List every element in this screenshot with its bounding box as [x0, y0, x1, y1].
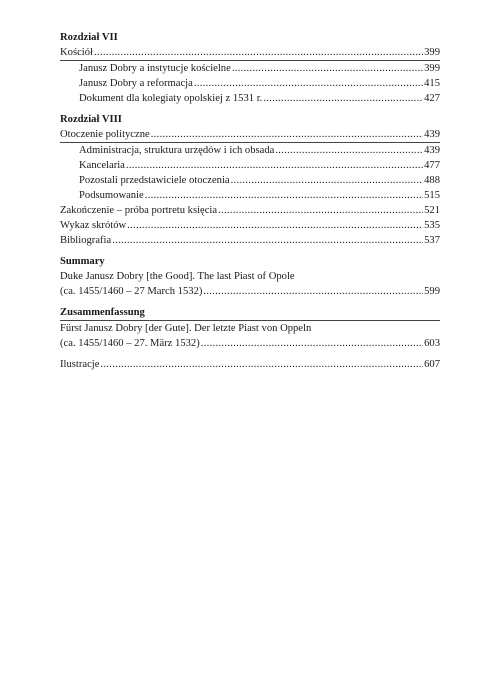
- entry-page: 399: [424, 47, 440, 58]
- entry-page: 603: [424, 338, 440, 349]
- entry-page: 515: [424, 190, 440, 201]
- dot-leader: [218, 203, 423, 218]
- dot-leader: [145, 188, 423, 203]
- toc-entry-bibliografia[interactable]: [60, 233, 440, 248]
- toc-entry-podsumowanie[interactable]: [60, 188, 440, 203]
- entry-label: Pozostali przedstawiciele otoczenia: [79, 175, 230, 186]
- toc-entry-kancelaria[interactable]: [60, 158, 440, 173]
- entry-label: Janusz Dobry a reformacja: [79, 78, 193, 89]
- entry-page: 521: [424, 205, 440, 216]
- entry-label: Zakończenie – próba portretu księcia: [60, 205, 218, 216]
- entry-page: 427: [424, 93, 440, 104]
- dot-leader: [203, 284, 423, 299]
- entry-page: 488: [424, 175, 440, 186]
- entry-page: 537: [424, 235, 440, 246]
- dot-leader: [201, 336, 423, 351]
- entry-label: Podsumowanie: [79, 190, 144, 201]
- dot-leader: [194, 76, 423, 91]
- dot-leader: [263, 91, 423, 106]
- dot-leader: [94, 45, 423, 60]
- chapter-title: Rozdział VII: [60, 32, 118, 43]
- entry-page: 607: [424, 359, 440, 370]
- entry-label: Ilustracje: [60, 359, 100, 370]
- toc-entry-reformacja[interactable]: [60, 76, 440, 91]
- toc-entry-otoczenie[interactable]: [60, 127, 440, 143]
- toc-entry-pozostali[interactable]: [60, 173, 440, 188]
- entry-page: 439: [424, 129, 440, 140]
- dot-leader: [275, 143, 423, 158]
- entry-page: 415: [424, 78, 440, 89]
- toc-entry-administracja[interactable]: [60, 143, 440, 158]
- toc-entry-kosciol[interactable]: [60, 45, 440, 61]
- entry-label: Dokument dla kolegiaty opolskiej z 1531 r.: [79, 93, 263, 104]
- summary-section: [60, 254, 440, 299]
- dot-leader: [126, 158, 423, 173]
- toc-entry-instytucje[interactable]: [60, 61, 440, 76]
- chapter-viii: [60, 112, 440, 248]
- toc-entry-ilustracje[interactable]: [60, 357, 440, 372]
- toc-entry-zusammenfassung[interactable]: [60, 336, 440, 351]
- entry-page: 439: [424, 145, 440, 156]
- section-title: Zusammenfassung: [60, 305, 440, 321]
- table-of-contents: [60, 30, 440, 372]
- zusammenfassung-title-line: Fürst Janusz Dobry [der Gute]. Der letzte Piast von Oppeln: [60, 323, 312, 334]
- dot-leader: [100, 357, 423, 372]
- entry-page: 599: [424, 286, 440, 297]
- entry-label: Administracja, struktura urzędów i ich obsada: [79, 145, 275, 156]
- entry-page: 477: [424, 160, 440, 171]
- entry-label: (ca. 1455/1460 – 27. März 1532): [60, 338, 200, 349]
- entry-label: Janusz Dobry a instytucje kościelne: [79, 63, 231, 74]
- entry-page: 399: [424, 63, 440, 74]
- chapter-vii: [60, 30, 440, 106]
- entry-label: Kościół: [60, 47, 93, 58]
- dot-leader: [112, 233, 423, 248]
- entry-label: Wykaz skrótów: [60, 220, 127, 231]
- entry-label: (ca. 1455/1460 – 27 March 1532): [60, 286, 203, 297]
- dot-leader: [231, 173, 424, 188]
- dot-leader: [151, 127, 423, 142]
- entry-label: Otoczenie polityczne: [60, 129, 150, 140]
- toc-entry-summary[interactable]: [60, 284, 440, 299]
- summary-title-line: Duke Janusz Dobry [the Good]. The last Piast of Opole: [60, 271, 295, 282]
- toc-entry-wykaz-skrotow[interactable]: [60, 218, 440, 233]
- zusammenfassung-section: [60, 305, 440, 351]
- entry-label: Bibliografia: [60, 235, 112, 246]
- toc-entry-dokument[interactable]: [60, 91, 440, 106]
- entry-label: Kancelaria: [79, 160, 125, 171]
- toc-entry-zakonczenie[interactable]: [60, 203, 440, 218]
- dot-leader: [232, 61, 423, 76]
- chapter-title: Rozdział VIII: [60, 114, 122, 125]
- entry-page: 535: [424, 220, 440, 231]
- section-title: Summary: [60, 256, 105, 267]
- dot-leader: [127, 218, 423, 233]
